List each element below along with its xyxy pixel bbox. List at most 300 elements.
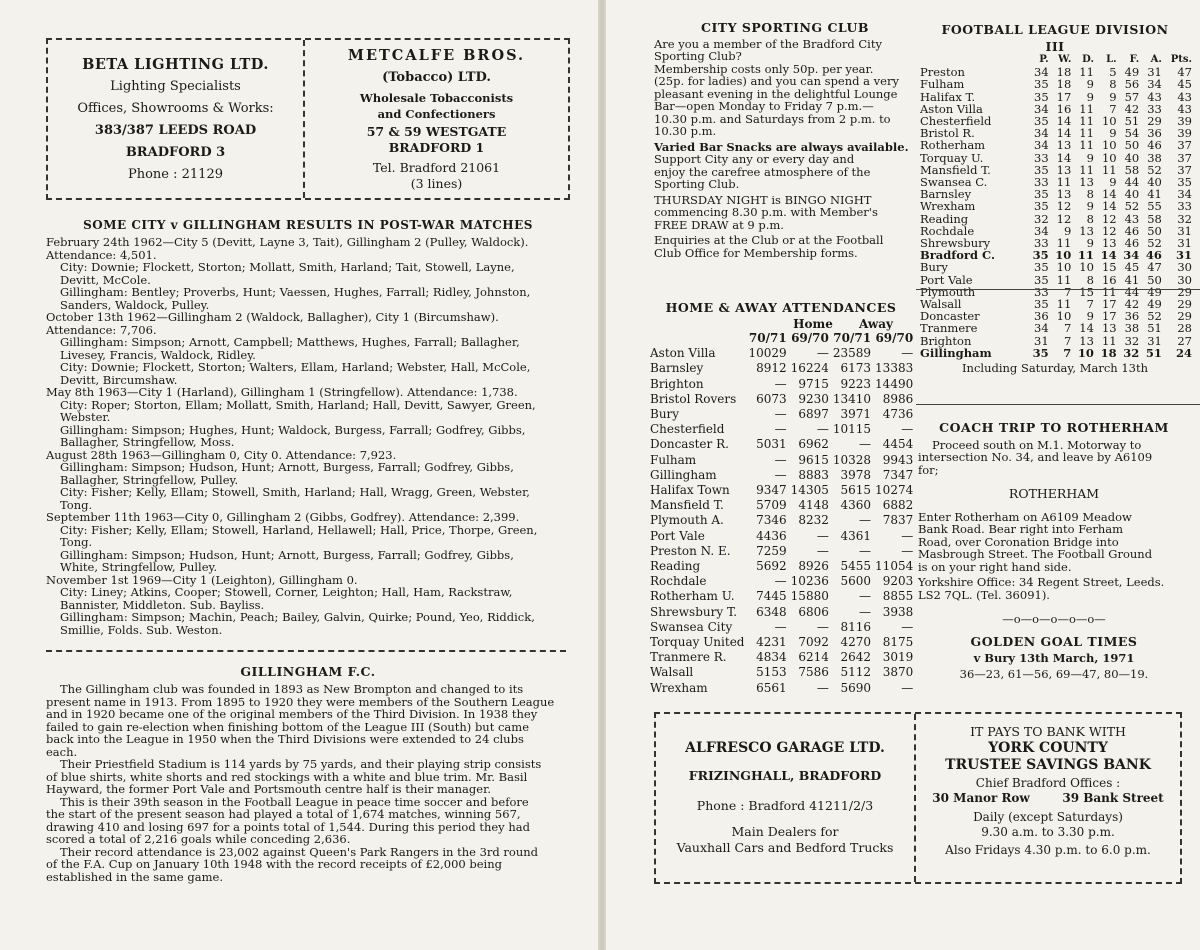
- team-name: Doncaster R.: [650, 437, 729, 452]
- attendance-cell: 5709: [756, 498, 787, 513]
- attendance-cell: 5690: [840, 680, 872, 695]
- header-cell: 70/71: [748, 331, 787, 345]
- attendance-cell: 8912: [756, 361, 787, 376]
- stat-cell: 34: [1034, 126, 1049, 141]
- alfresco-line1: Main Dealers for: [731, 824, 839, 839]
- table-row: [920, 322, 1192, 334]
- stat-cell: 17: [1101, 309, 1117, 324]
- league-table: [920, 54, 1192, 359]
- stat-cell: 40: [1124, 187, 1140, 202]
- stat-cell: 11: [1077, 248, 1094, 263]
- attendance-cell: 4148: [798, 498, 829, 513]
- text-line: Devitt, McCole.: [60, 272, 151, 287]
- coach-directions-2: [918, 511, 1190, 574]
- stat-cell: 8: [1086, 272, 1094, 287]
- text-line: February 24th 1962—City 5 (Devitt, Layne 3, Tait), Gillingham 2 (Pulley, Waldock).: [46, 235, 529, 249]
- attendance-cell: 8986: [882, 391, 914, 406]
- text-line: Membership costs only 50p. per year.: [654, 61, 874, 76]
- attendance-cell: 3978: [840, 467, 872, 482]
- stat-cell: 28: [1177, 321, 1192, 336]
- attendance-cell: —: [816, 422, 829, 437]
- attendance-cell: 13410: [832, 391, 872, 406]
- attendance-cell: 7445: [756, 589, 787, 604]
- team-name: Bristol R.: [920, 126, 975, 141]
- attendance-cell: 7092: [798, 635, 829, 650]
- attendance-cell: 13383: [875, 361, 914, 376]
- team-name: Mansfield T.: [650, 498, 724, 513]
- stat-cell: 31: [1177, 223, 1192, 238]
- attendance-cell: —: [901, 528, 914, 543]
- table-row: [650, 468, 913, 483]
- stat-cell: 37: [1177, 138, 1192, 153]
- attendance-cell: 7259: [756, 543, 787, 558]
- stat-cell: 31: [1175, 248, 1192, 263]
- stat-cell: 40: [1147, 175, 1162, 190]
- golden-title: GOLDEN GOAL TIMES: [970, 633, 1138, 649]
- table-row: [920, 78, 1192, 90]
- stat-cell: 35: [1034, 199, 1049, 214]
- stat-cell: 43: [1147, 89, 1162, 104]
- stat-cell: 38: [1124, 321, 1140, 336]
- attendance-header-row: [650, 331, 913, 346]
- table-row: [650, 650, 913, 665]
- divider-line: [916, 289, 1200, 290]
- attendance-cell: —: [774, 574, 787, 589]
- text-line: Road, over Coronation Bridge into: [918, 534, 1119, 549]
- stat-cell: 34: [1034, 223, 1049, 238]
- team-name: Gillingham: [650, 467, 717, 482]
- attendance-cell: 9223: [840, 376, 872, 391]
- stat-cell: 31: [1147, 65, 1162, 80]
- text-line: commencing 8.30 p.m. with Member's: [654, 205, 878, 219]
- attendance-cell: 6962: [798, 437, 829, 452]
- stat-cell: 34: [1177, 187, 1192, 202]
- divider-line-2: [916, 404, 1200, 405]
- stat-cell: 34: [1123, 248, 1140, 263]
- text-line: for;: [918, 462, 939, 477]
- metcalfe-phone2: (3 lines): [410, 176, 463, 191]
- stat-cell: 10: [1056, 260, 1072, 275]
- stat-cell: 11: [1056, 236, 1072, 251]
- table-row: [920, 152, 1192, 164]
- stat-cell: 14: [1056, 126, 1072, 141]
- stat-cell: 52: [1147, 162, 1162, 177]
- text-line: Yorkshire Office: 34 Regent Street, Leeds.: [918, 575, 1165, 589]
- alfresco-loc: FRIZINGHALL, BRADFORD: [688, 768, 882, 783]
- attendance-cell: —: [816, 528, 829, 543]
- attendance-cell: —: [816, 619, 829, 634]
- stat-cell: 10: [1055, 248, 1072, 263]
- team-name: Tranmere R.: [650, 650, 727, 665]
- alfresco-ad: [656, 714, 916, 882]
- text-line: Bar—open Monday to Friday 7 p.m.—: [654, 99, 874, 113]
- text-line: scored a total of 2,216 goals while conceding 2,636.: [46, 832, 351, 846]
- text-line: City: Downie; Flockett, Storton; Walters, Ellam, Harland; Webster, Hall, McCole,: [60, 360, 531, 374]
- stat-cell: 50: [1124, 138, 1140, 153]
- stat-cell: 11: [1079, 101, 1094, 116]
- stat-cell: 13: [1101, 321, 1117, 336]
- stat-cell: 36: [1034, 309, 1049, 324]
- table-row: [920, 261, 1192, 273]
- stat-cell: 43: [1177, 89, 1192, 104]
- team-name: Reading: [920, 211, 969, 226]
- stat-cell: 49: [1147, 284, 1162, 299]
- stat-cell: 7: [1063, 321, 1072, 336]
- stat-cell: 58: [1147, 211, 1162, 226]
- text-line: Ballagher, Stringfellow, Moss.: [60, 435, 235, 449]
- stat-cell: 51: [1147, 321, 1162, 336]
- stat-cell: 43: [1124, 211, 1140, 226]
- stat-cell: 13: [1079, 223, 1094, 238]
- stat-cell: 9: [1086, 150, 1094, 165]
- stat-cell: 16: [1101, 272, 1117, 287]
- stat-cell: 14: [1056, 150, 1072, 165]
- attendance-cell: 14490: [875, 376, 914, 391]
- text-line: established in the same game.: [46, 869, 223, 884]
- stat-cell: 41: [1124, 272, 1140, 287]
- stat-cell: 51: [1145, 345, 1162, 360]
- stat-cell: 57: [1124, 89, 1140, 104]
- stat-cell: 33: [1034, 175, 1049, 190]
- stat-cell: 36: [1147, 126, 1162, 141]
- gillingham-section: [46, 664, 570, 883]
- golden-sub: v Bury 13th March, 1971: [973, 651, 1135, 665]
- home-label: Home: [793, 317, 833, 331]
- alfresco-line2: Vauxhall Cars and Bedford Trucks: [676, 840, 894, 855]
- away-label: Away: [859, 317, 893, 331]
- stat-cell: 37: [1177, 150, 1192, 165]
- text-line: Attendance: 7,706.: [46, 322, 157, 337]
- stat-cell: 18: [1056, 65, 1072, 80]
- attendance-cell: 4270: [840, 635, 872, 650]
- attendance-cell: 4231: [756, 635, 787, 650]
- golden-times: 36—23, 61—56, 69—47, 80—19.: [959, 666, 1149, 681]
- stat-cell: 10: [1056, 309, 1072, 324]
- team-name: Fulham: [920, 77, 965, 92]
- stat-cell: 54: [1124, 126, 1140, 141]
- stat-cell: 35: [1034, 297, 1049, 312]
- team-name: Chesterfield: [650, 422, 725, 437]
- bank-ad: [916, 714, 1180, 882]
- stat-cell: 38: [1147, 150, 1162, 165]
- attendance-cell: 9347: [756, 483, 787, 498]
- text-line: 10.30 p.m. and Saturdays from 2 p.m. to: [654, 111, 891, 126]
- team-name: Walsall: [650, 665, 694, 680]
- stat-cell: 41: [1147, 187, 1162, 202]
- attendance-cell: 8926: [798, 559, 829, 574]
- team-name: Halifax T.: [920, 89, 976, 104]
- stat-cell: 58: [1124, 162, 1140, 177]
- stat-cell: 9: [1086, 236, 1094, 251]
- stat-cell: 46: [1145, 248, 1162, 263]
- attendance-cell: 10115: [832, 422, 872, 437]
- header-cell: Pts.: [1170, 54, 1192, 65]
- stat-cell: 11: [1056, 272, 1072, 287]
- bank-line1: IT PAYS TO BANK WITH: [970, 724, 1126, 739]
- team-name: Brighton: [650, 376, 704, 391]
- bank-line7: Also Fridays 4.30 p.m. to 6.0 p.m.: [945, 843, 1151, 857]
- attendance-cell: —: [859, 437, 872, 452]
- stat-cell: 55: [1147, 199, 1162, 214]
- league-title: FOOTBALL LEAGUE DIVISION: [941, 22, 1169, 37]
- attendance-cell: 9615: [798, 452, 829, 467]
- text-line: FREE DRAW at 9 p.m.: [654, 217, 784, 232]
- coach-directions: [918, 439, 1190, 477]
- attendance-cell: 9715: [798, 376, 829, 391]
- text-line: Webster.: [60, 410, 111, 424]
- text-line: Their record attendance is 23,002 against Queen's Park Rangers in the 3rd round: [60, 844, 539, 859]
- attendance-cell: —: [774, 407, 787, 422]
- stat-cell: 9: [1109, 89, 1117, 104]
- text-line: present name in 1913. From 1895 to 1920 they were members of the Southern League: [46, 694, 555, 709]
- left-page: [0, 0, 598, 950]
- page-gutter: [598, 0, 606, 950]
- coach-title: COACH TRIP TO ROTHERHAM: [939, 420, 1169, 435]
- stat-cell: 29: [1177, 309, 1192, 324]
- text-line: Attendance: 4,501.: [46, 247, 157, 262]
- text-line: Ballagher, Stringfellow, Pulley.: [60, 472, 239, 487]
- team-name: Port Vale: [650, 528, 705, 543]
- metcalfe-phone-text: Tel. Bradford 21061: [372, 160, 501, 175]
- stat-cell: 31: [1147, 333, 1162, 348]
- stat-cell: 14: [1079, 321, 1094, 336]
- stat-cell: 7: [1063, 333, 1072, 348]
- text-line: The Gillingham club was founded in 1893 as New Brompton and changed to its: [60, 682, 524, 696]
- stat-cell: 35: [1034, 260, 1049, 275]
- attendance-cell: —: [774, 467, 787, 482]
- team-name: Barnsley: [650, 361, 704, 376]
- attendance-cell: 4360: [840, 498, 872, 513]
- stat-cell: 35: [1032, 248, 1049, 263]
- stat-cell: 9: [1086, 309, 1094, 324]
- stat-cell: 11: [1079, 114, 1094, 129]
- team-name: Rochdale: [650, 574, 707, 589]
- stat-cell: 34: [1034, 101, 1049, 116]
- table-row: [650, 559, 913, 574]
- stat-cell: 51: [1124, 114, 1140, 129]
- stat-cell: 15: [1079, 284, 1094, 299]
- stat-cell: 29: [1177, 297, 1192, 312]
- stat-cell: 52: [1147, 309, 1162, 324]
- stat-cell: 18: [1100, 345, 1117, 360]
- bank-line2: YORK COUNTY: [988, 740, 1108, 756]
- table-row: [650, 635, 913, 650]
- attendance-cell: 9943: [882, 452, 914, 467]
- header-cell: F.: [1129, 54, 1140, 65]
- team-name: Rotherham: [920, 138, 986, 153]
- text-line: LS2 7QL. (Tel. 36091).: [918, 587, 1050, 602]
- attendance-cell: —: [901, 346, 914, 361]
- bank-addresses: [916, 791, 1180, 806]
- stat-cell: 52: [1124, 199, 1140, 214]
- attendance-cell: —: [901, 543, 914, 558]
- table-row: [650, 377, 913, 392]
- text-line: pleasant evening in the delightful Lounge: [654, 86, 898, 101]
- attendance-cell: 14305: [790, 483, 829, 498]
- table-row: [650, 574, 913, 589]
- team-name: Bristol Rovers: [650, 391, 737, 406]
- stat-cell: 13: [1056, 162, 1072, 177]
- attendance-cell: 7586: [798, 665, 829, 680]
- stat-cell: 42: [1124, 101, 1140, 116]
- league-section: [916, 22, 1194, 375]
- text-line: each.: [46, 744, 78, 759]
- text-line: Club Office for Membership forms.: [654, 245, 858, 260]
- stat-cell: 40: [1124, 150, 1140, 165]
- stat-cell: 12: [1101, 211, 1117, 226]
- metcalfe-line1: Wholesale Tobacconists: [359, 91, 514, 105]
- team-name: Wrexham: [650, 680, 708, 695]
- text-line: Gillingham: Simpson; Hudson, Hunt; Arnott, Burgess, Farrall; Godfrey, Gibbs,: [60, 547, 514, 562]
- text-line: Their Priestfield Stadium is 114 yards by 75 yards, and their playing strip consists: [60, 757, 542, 771]
- text-line: White, Stringfellow, Pulley.: [60, 560, 218, 574]
- stat-cell: 15: [1101, 260, 1117, 275]
- stat-cell: 35: [1032, 345, 1049, 360]
- header-cell: [650, 331, 744, 346]
- attendance-cell: 6073: [756, 391, 787, 406]
- sporting-club-section: [654, 22, 916, 259]
- attendance-cell: 6348: [756, 604, 787, 619]
- table-row: [650, 605, 913, 620]
- stat-cell: 11: [1101, 162, 1117, 177]
- stat-cell: 32: [1034, 211, 1049, 226]
- stat-cell: 35: [1034, 162, 1049, 177]
- attendance-cell: —: [859, 589, 872, 604]
- attendance-cell: —: [901, 619, 914, 634]
- stat-cell: 44: [1124, 175, 1140, 190]
- stat-cell: 45: [1124, 260, 1140, 275]
- attendance-cell: 7346: [756, 513, 787, 528]
- bank-line5: Daily (except Saturdays): [973, 810, 1123, 824]
- text-line: Enter Rotherham on A6109 Meadow: [918, 509, 1132, 524]
- stat-cell: 13: [1079, 333, 1094, 348]
- team-name: Port Vale: [920, 272, 973, 287]
- stat-cell: 17: [1056, 89, 1072, 104]
- attendance-cell: 4454: [882, 437, 914, 452]
- text-line: (25p. for ladies) and you can spend a very: [654, 74, 899, 88]
- team-name: Preston N. E.: [650, 543, 731, 558]
- text-line: Are you a member of the Bradford City: [654, 36, 882, 51]
- attendance-cell: 10029: [748, 346, 787, 361]
- coach-section: [918, 422, 1190, 680]
- stat-cell: 7: [1086, 297, 1094, 312]
- stat-cell: 46: [1124, 236, 1140, 251]
- stat-cell: 8: [1086, 187, 1094, 202]
- text-line: enjoy the carefree atmosphere of the: [654, 164, 871, 179]
- metcalfe-line3: 57 & 59 WESTGATE: [366, 124, 507, 139]
- header-cell: A.: [1150, 54, 1162, 65]
- table-row: [650, 529, 913, 544]
- stat-cell: 11: [1056, 175, 1072, 190]
- text-line: THURSDAY NIGHT is BINGO NIGHT: [654, 192, 872, 207]
- team-name: Rochdale: [920, 223, 975, 238]
- sporting-snacks: Varied Bar Snacks are always available.: [654, 139, 909, 154]
- table-row: [920, 139, 1192, 151]
- stat-cell: 33: [1034, 236, 1049, 251]
- team-name: Torquay U.: [920, 150, 984, 165]
- stat-cell: 13: [1079, 175, 1094, 190]
- stat-cell: 13: [1101, 236, 1117, 251]
- attendances-section: [650, 300, 912, 696]
- attendance-cell: 16224: [790, 361, 829, 376]
- stat-cell: 11: [1079, 138, 1094, 153]
- gillingham-text: [46, 683, 570, 883]
- text-line: Gillingham: Simpson; Hudson, Hunt; Arnott, Burgess, Farrall; Godfrey, Gibbs,: [60, 460, 514, 474]
- text-line: Livesey, Francis, Waldock, Ridley.: [60, 347, 256, 362]
- stat-cell: 42: [1124, 297, 1140, 312]
- team-name: Swansea City: [650, 619, 733, 634]
- metcalfe-line4: BRADFORD 1: [388, 140, 485, 155]
- text-line: Tong.: [60, 535, 93, 549]
- team-name: Bury: [920, 260, 948, 275]
- text-line: Gillingham: Simpson; Arnott, Campbell; Matthews, Hughes, Farrall; Ballagher,: [60, 335, 520, 349]
- coach-office: [918, 576, 1190, 601]
- stat-cell: 35: [1177, 175, 1192, 190]
- attendance-cell: 5615: [840, 483, 872, 498]
- table-row: [650, 422, 913, 437]
- stat-cell: 10: [1101, 114, 1117, 129]
- stat-cell: 16: [1056, 101, 1072, 116]
- attendance-cell: 4436: [756, 528, 787, 543]
- stat-cell: 24: [1175, 345, 1192, 360]
- text-line: drawing 410 and losing 697 for a points total of 1,544. During this period they had: [46, 819, 530, 834]
- stat-cell: 9: [1109, 126, 1117, 141]
- attendance-cell: 6806: [798, 604, 829, 619]
- beta-line3: 383/387 LEEDS ROAD: [94, 123, 257, 138]
- attendance-cell: —: [774, 619, 787, 634]
- text-line: October 13th 1962—Gillingham 2 (Waldock, Ballagher), City 1 (Bircumshaw).: [46, 310, 499, 324]
- stat-cell: 35: [1034, 89, 1049, 104]
- text-line: Gillingham: Simpson; Machin, Peach; Bailey, Galvin, Quirke; Pound, Yeo, Riddick,: [60, 610, 535, 624]
- team-name: Doncaster: [920, 309, 980, 324]
- attendance-cell: 5112: [840, 665, 872, 680]
- coach-sub: ROTHERHAM: [1008, 486, 1100, 501]
- attendance-cell: —: [774, 452, 787, 467]
- table-row: [920, 213, 1192, 225]
- stat-cell: 34: [1147, 77, 1162, 92]
- text-line: Sanders, Waldock, Pulley.: [60, 297, 210, 312]
- table-row: [650, 346, 913, 361]
- stat-cell: 13: [1056, 187, 1072, 202]
- stat-cell: 33: [1147, 101, 1162, 116]
- attendance-cell: 9230: [798, 391, 829, 406]
- text-line: August 28th 1963—Gillingham 0, City 0. Attendance: 7,923.: [46, 447, 397, 462]
- attendance-cell: 5600: [840, 574, 872, 589]
- text-line: and in 1920 became one of the original members of the Third Division. In 1938 they: [46, 707, 538, 721]
- table-row: [650, 407, 913, 422]
- attendance-cell: 8232: [798, 513, 829, 528]
- stat-cell: 5: [1109, 65, 1117, 80]
- sporting-enquiries: [654, 234, 916, 259]
- team-name: Plymouth: [920, 284, 976, 299]
- attendance-cell: 10236: [790, 574, 829, 589]
- stat-cell: 10: [1101, 138, 1117, 153]
- attendance-cell: 3938: [882, 604, 914, 619]
- stat-cell: 34: [1034, 321, 1049, 336]
- team-name: Gillingham: [920, 345, 992, 360]
- table-row: [650, 483, 913, 498]
- text-line: This is their 39th season in the Football League in peace time soccer and before: [60, 794, 529, 809]
- attendance-cell: 10328: [832, 452, 872, 467]
- attendance-cell: 8883: [798, 467, 829, 482]
- text-line: Bannister, Middleton. Sub. Bayliss.: [60, 597, 265, 612]
- team-name: Walsall: [920, 297, 962, 312]
- gillingham-title: GILLINGHAM F.C.: [240, 664, 376, 679]
- header-cell: D.: [1082, 54, 1094, 65]
- stat-cell: 29: [1147, 114, 1162, 129]
- stat-cell: 7: [1063, 345, 1072, 360]
- stat-cell: 10: [1079, 260, 1094, 275]
